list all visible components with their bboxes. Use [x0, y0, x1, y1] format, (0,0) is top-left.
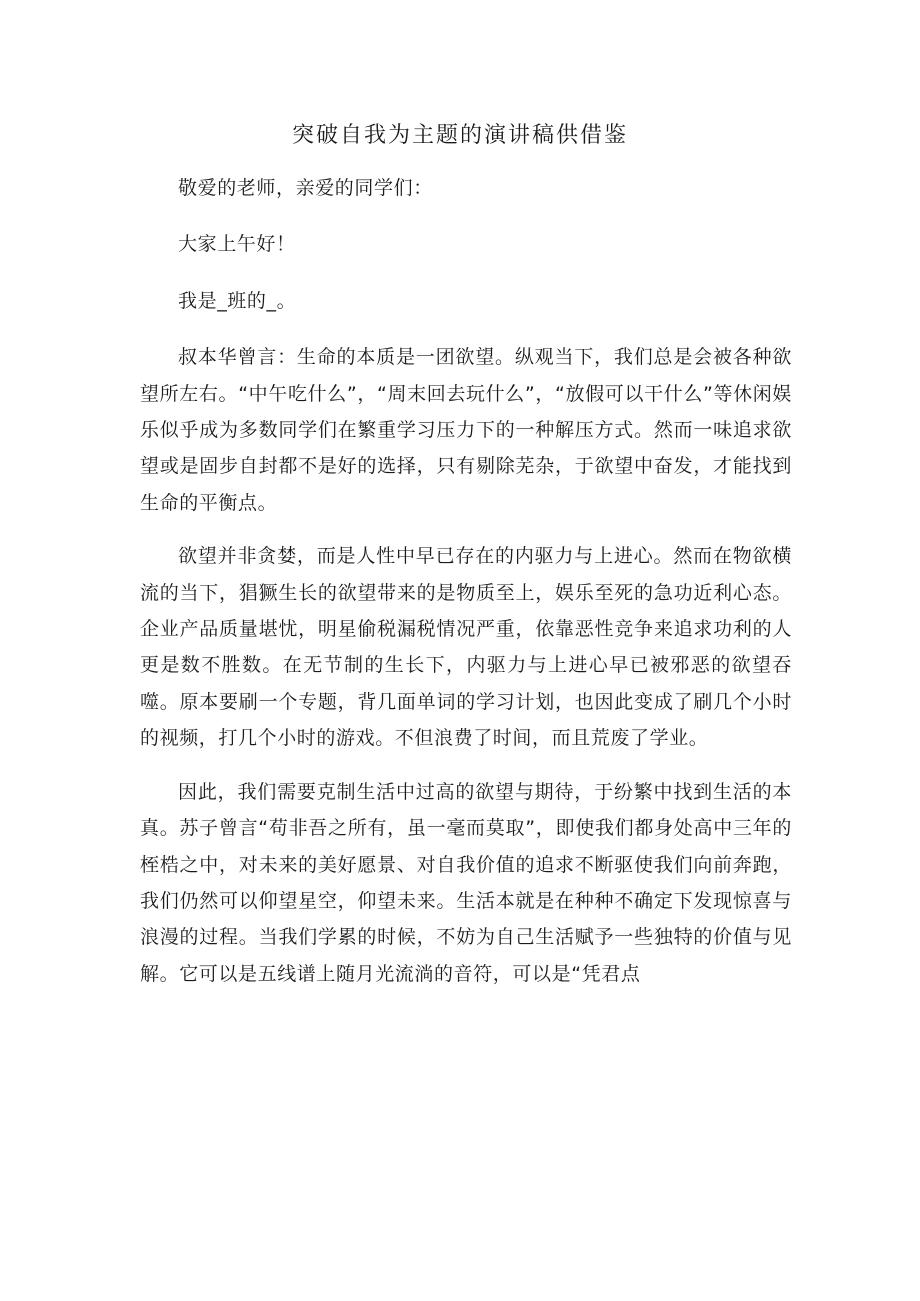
paragraph-salutation: 敬爱的老师，亲爱的同学们：	[178, 177, 433, 199]
paragraph-body-3: 因此，我们需要克制生活中过高的欲望与期待，于纷繁中找到生活的本真。苏子曾言“苟非吾之所有，虽一毫而莫取”，即使我们都身处高中三年的桎梏之中，对未来的美好愿景、对自我价值的追求不断驱使我们向前奔跑，我们仍然可以仰望星空，仰望未来。生活本就是在种种不确定下发现惊喜与浪漫的过程。当我们学累的时候，不妨为自己生活赋予一些独特的价值与见解。它可以是五线谱上随月光流淌的音符，可以是“凭君点	[140, 780, 792, 985]
paragraph-body-1: 叔本华曾言：生命的本质是一团欲望。纵观当下，我们总是会被各种欲望所左右。“中午吃什么”，“周末回去玩什么”，“放假可以干什么”等休闲娱乐似乎成为多数同学们在繁重学习压力下的一种解压方式。然而一味追求欲望或是固步自封都不是好的选择，只有剔除芜杂，于欲望中奋发，才能找到生命的平衡点。	[140, 346, 792, 514]
paragraph-self-intro: 我是_班的_。	[178, 289, 297, 312]
paragraph-body-2: 欲望并非贪婪，而是人性中早已存在的内驱力与上进心。然而在物欲横流的当下，猖獗生长的欲望带来的是物质至上，娱乐至死的急功近利心态。企业产品质量堪忧，明星偷税漏税情况严重，依靠恶性竞争来追求功利的人更是数不胜数。在无节制的生长下，内驱力与上进心早已被邪恶的欲望吞噬。原本要刷一个专题，背几面单词的学习计划，也因此变成了刷几个小时的视频，打几个小时的游戏。不但浪费了时间，而且荒废了学业。	[140, 545, 792, 750]
paragraph-greeting: 大家上午好！	[178, 233, 296, 256]
document-body	[140, 170, 792, 1009]
document-title: 突破自我为主题的演讲稿供借鉴	[291, 123, 628, 148]
